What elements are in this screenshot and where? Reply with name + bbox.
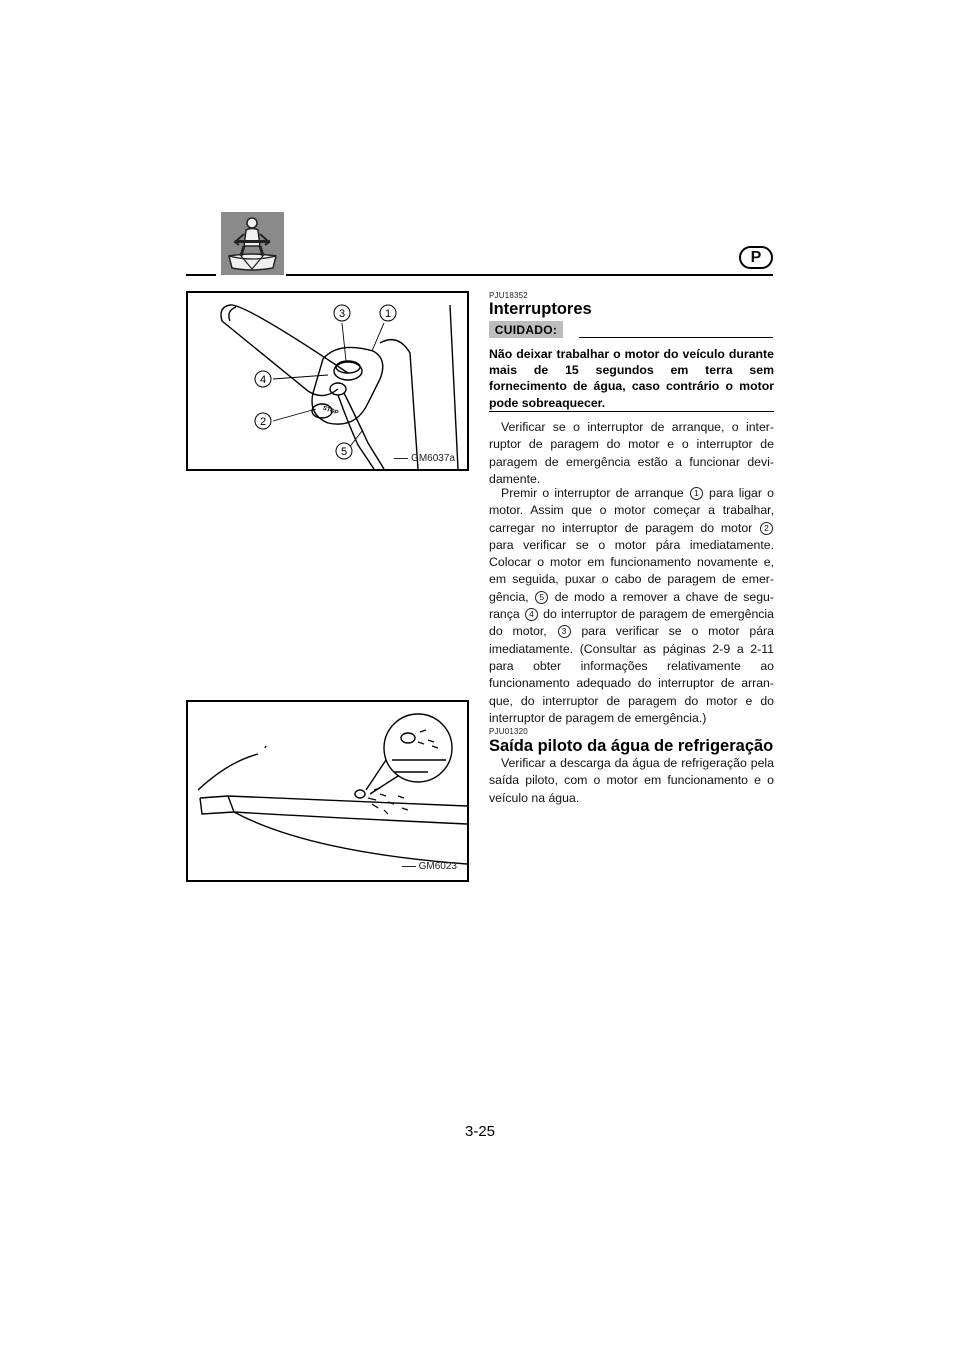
cooling-outlet-figure [186, 700, 469, 882]
paragraph: Verificar a descarga da água de refrigeração pela saída piloto, com o motor em funcionamento e o veículo na água. [489, 756, 774, 805]
stop-label: STOP [321, 405, 339, 417]
section-title: Saída piloto da água de refrigeração [489, 737, 774, 755]
caution-label: CUIDADO: [489, 321, 563, 338]
language-badge: P [739, 246, 773, 269]
callout-ref: 2 [760, 522, 773, 535]
callout-ref: 5 [535, 591, 548, 604]
callout-1: 1 [384, 308, 392, 320]
callout-3: 3 [338, 308, 346, 320]
caution-text: Não deixar trabalhar o motor do veículo durante mais de 15 segundos em terra sem fornecimento de água, caso contrário o motor pode sobreaquecer. [489, 347, 774, 410]
pilot-outlet-illustration [188, 702, 467, 880]
callout-2: 2 [259, 416, 267, 428]
callout-ref: 4 [525, 608, 538, 621]
caution-rule [579, 337, 773, 338]
figure-code: GM6037a [394, 453, 455, 464]
callout-ref: 1 [690, 487, 703, 500]
section-code: PJU18352 [489, 291, 528, 300]
callout-4: 4 [259, 374, 267, 386]
section-title: Interruptores [489, 300, 592, 318]
header-rule-right [286, 274, 773, 276]
handlebar-switch-illustration [188, 293, 467, 469]
figure-code: GM6023 [402, 861, 457, 872]
callout-5: 5 [340, 446, 348, 458]
switch-figure [186, 291, 469, 471]
caution-end-rule [489, 411, 774, 412]
paragraph: Verificar se o interruptor de arranque, o inter-ruptor de paragem do motor e o interruptor de paragem de emergência estão a funcionar devi-damente. [489, 420, 774, 486]
jetski-rider-icon [221, 212, 284, 275]
section-code: PJU01320 [489, 727, 528, 736]
callout-ref: 3 [558, 625, 571, 638]
caution-header [489, 321, 774, 339]
paragraph: Premir o interruptor de arranque 1 para ligar o motor. Assim que o motor começar a trabalhar, carregar no interruptor de paragem do motor 2 para verificar se o motor pára imediatamente. Colocar o motor em funcionamento novamente e, em seguida, puxar o cabo de paragem de emer-gência, 5 de modo a remover a chave de segu-rança 4 do interruptor de paragem de emergência do motor, 3 para verificar se o motor pára imediatamente. (Consultar as páginas 2-9 a 2-11 para obter informações relativamente ao funcionamento adequado do interruptor de arran-que, do interruptor de paragem do motor e do interruptor de paragem de emergência.) [489, 486, 775, 725]
page-number: 3-25 [464, 1123, 496, 1140]
header-rule-left [186, 274, 216, 276]
